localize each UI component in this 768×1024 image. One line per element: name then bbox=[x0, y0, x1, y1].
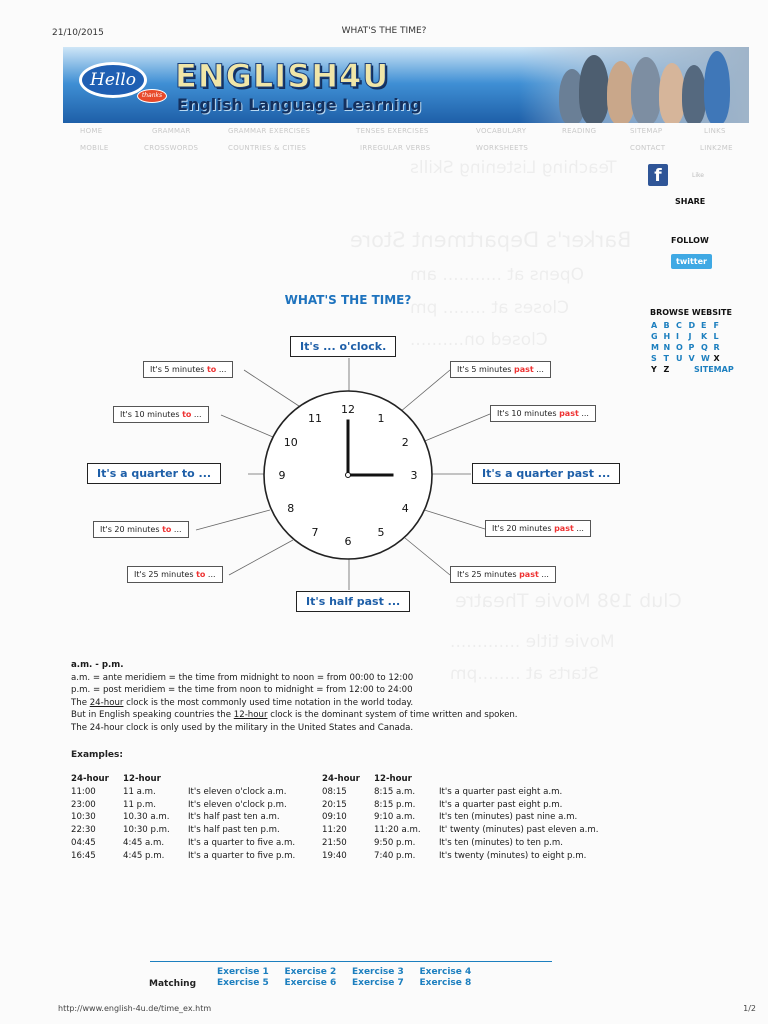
alphabet-link[interactable]: V bbox=[688, 354, 695, 363]
table-cell: It's ten (minutes) past nine a.m. bbox=[439, 812, 578, 823]
nav-item[interactable]: CONTACT bbox=[630, 144, 666, 152]
bubble-half-past: It's half past ... bbox=[296, 591, 410, 612]
leader-line bbox=[196, 510, 270, 530]
alphabet-link[interactable]: Z bbox=[663, 365, 670, 374]
clock-center bbox=[346, 473, 351, 478]
table-cell: 10:30 bbox=[71, 812, 96, 823]
ampm-explanation bbox=[71, 659, 518, 735]
alphabet-link[interactable]: B bbox=[663, 321, 670, 330]
bleed-through-text: Closes at ........ pm bbox=[410, 298, 570, 318]
table-cell: 8:15 p.m. bbox=[374, 799, 416, 810]
table-cell: It's a quarter past eight a.m. bbox=[439, 786, 563, 797]
exercise-links bbox=[217, 967, 487, 989]
nav-item[interactable]: VOCABULARY bbox=[476, 127, 527, 135]
alphabet-link[interactable]: O bbox=[676, 343, 683, 352]
table-cell: 11:20 bbox=[322, 825, 347, 836]
table-cell: 9:10 a.m. bbox=[374, 812, 416, 823]
leader-line bbox=[400, 370, 450, 412]
table-cell: 11 a.m. bbox=[123, 786, 156, 797]
bleed-through-text: Movie title ............. bbox=[450, 632, 615, 652]
matching-label: Matching bbox=[149, 979, 197, 989]
print-page-number: 1/2 bbox=[743, 1004, 756, 1013]
table-cell: 23:00 bbox=[71, 799, 96, 810]
bleed-through-text: Club 198 Movie Theatre bbox=[455, 590, 682, 612]
bleed-through-text: Teaching Listening Skills bbox=[410, 158, 617, 178]
alphabet-link[interactable]: F bbox=[713, 321, 719, 330]
nav-item[interactable]: READING bbox=[562, 127, 597, 135]
bubble-quarter-past: It's a quarter past ... bbox=[472, 463, 620, 484]
bubble-five-past: It's 5 minutes past ... bbox=[450, 361, 551, 378]
alphabet-link[interactable]: X bbox=[713, 354, 720, 363]
facebook-like[interactable]: Like bbox=[692, 172, 704, 179]
nav-item[interactable]: WORKSHEETS bbox=[476, 144, 529, 152]
table-cell: 10.30 a.m. bbox=[123, 812, 170, 823]
column-header: 24-hour bbox=[71, 774, 109, 784]
clock-number: 6 bbox=[344, 535, 352, 548]
share-label: SHARE bbox=[675, 197, 706, 206]
nav-item[interactable]: MOBILE bbox=[80, 144, 109, 152]
divider bbox=[150, 961, 552, 962]
exercise-link[interactable]: Exercise 8 bbox=[419, 978, 472, 988]
ampm-line: The 24-hour clock is only used by the military in the United States and Canada. bbox=[71, 722, 414, 733]
leader-line bbox=[405, 538, 450, 575]
table-cell: 16:45 bbox=[71, 850, 96, 861]
alphabet-link[interactable]: Q bbox=[701, 343, 708, 352]
nav-item[interactable]: HOME bbox=[80, 127, 103, 135]
ampm-line: a.m. = ante meridiem = the time from midnight to noon = from 00:00 to 12:00 bbox=[71, 672, 414, 683]
leader-line bbox=[418, 508, 485, 529]
alphabet-link[interactable]: E bbox=[701, 321, 707, 330]
bleed-through-text: Starts at ........pm bbox=[450, 664, 599, 684]
table-cell: 20:15 bbox=[322, 799, 347, 810]
table-cell: It' twenty (minutes) past eleven a.m. bbox=[439, 825, 599, 836]
table-cell: It's a quarter to five p.m. bbox=[188, 850, 296, 861]
alphabet-link[interactable]: U bbox=[676, 354, 683, 363]
table-cell: It's ten (minutes) to ten p.m. bbox=[439, 837, 564, 848]
column-header: 12-hour bbox=[374, 774, 412, 784]
alphabet-link[interactable]: C bbox=[676, 321, 682, 330]
alphabet-link[interactable]: K bbox=[701, 332, 708, 341]
bubble-quarter-to: It's a quarter to ... bbox=[87, 463, 221, 484]
leader-line bbox=[229, 540, 293, 575]
nav-item[interactable]: TENSES EXERCISES bbox=[356, 127, 429, 135]
table-cell: 10:30 p.m. bbox=[123, 825, 170, 836]
follow-label: FOLLOW bbox=[671, 236, 709, 245]
table-cell: 04:45 bbox=[71, 837, 96, 848]
clock-number: 4 bbox=[401, 502, 409, 515]
alphabet-link[interactable]: S bbox=[651, 354, 657, 363]
clock-number: 5 bbox=[377, 526, 385, 540]
bubble-ten-to: It's 10 minutes to ... bbox=[113, 406, 209, 423]
clock-number: 9 bbox=[278, 469, 286, 482]
table-cell: 21:50 bbox=[322, 837, 347, 848]
alphabet-link[interactable]: G bbox=[651, 332, 658, 341]
bubble-twentyfive-to: It's 25 minutes to ... bbox=[127, 566, 223, 583]
alphabet-link[interactable]: Y bbox=[651, 365, 657, 374]
nav-item[interactable]: GRAMMAR EXERCISES bbox=[228, 127, 311, 135]
bleed-through-text: Opens at ........... am bbox=[410, 265, 584, 285]
bubble-twentyfive-past: It's 25 minutes past ... bbox=[450, 566, 556, 583]
exercise-link[interactable]: Exercise 2 bbox=[284, 967, 337, 977]
nav-item[interactable]: COUNTRIES & CITIES bbox=[228, 144, 307, 152]
alphabet-link[interactable]: P bbox=[688, 343, 695, 352]
clock-number: 1 bbox=[377, 411, 385, 425]
ampm-heading: a.m. - p.m. bbox=[71, 660, 124, 670]
exercise-link[interactable]: Exercise 3 bbox=[352, 967, 404, 977]
exercise-link[interactable]: Exercise 4 bbox=[419, 967, 472, 977]
table-cell: It's half past ten p.m. bbox=[188, 825, 280, 836]
clock-number: 3 bbox=[410, 469, 418, 482]
alphabet-link[interactable]: J bbox=[688, 332, 692, 341]
alphabet-link[interactable]: D bbox=[688, 321, 696, 330]
column-header: 24-hour bbox=[322, 774, 360, 784]
main-navigation bbox=[80, 127, 750, 161]
ampm-line: But in English speaking countries the 12-hour clock is the dominant system of time written and spoken. bbox=[71, 710, 518, 721]
table-cell: 11:20 a.m. bbox=[374, 825, 421, 836]
brand-subtitle: English Language Learning bbox=[177, 95, 422, 114]
alphabet-link[interactable]: W bbox=[701, 354, 710, 363]
table-cell: 7:40 p.m. bbox=[374, 850, 416, 861]
table-cell: 4:45 p.m. bbox=[123, 850, 165, 861]
alphabet-link[interactable]: H bbox=[663, 332, 671, 341]
table-cell: 08:15 bbox=[322, 786, 347, 797]
nav-item[interactable]: SITEMAP bbox=[630, 127, 663, 135]
nav-item[interactable]: IRREGULAR VERBS bbox=[360, 144, 431, 152]
bubble-oclock: It's ... o'clock. bbox=[290, 336, 396, 357]
nav-item[interactable]: LINK2ME bbox=[700, 144, 733, 152]
banner-photo bbox=[519, 47, 749, 123]
bleed-through-text: Closed on.......... bbox=[410, 330, 548, 350]
clock-number: 12 bbox=[341, 403, 355, 416]
table-cell: 11:00 bbox=[71, 786, 96, 797]
exercise-link[interactable]: Exercise 7 bbox=[352, 978, 404, 988]
table-cell: 4:45 a.m. bbox=[123, 837, 165, 848]
table-cell: 19:40 bbox=[322, 850, 347, 861]
table-cell: It's a quarter to five a.m. bbox=[188, 837, 296, 848]
alphabet-link[interactable]: R bbox=[713, 343, 720, 352]
alphabet-link[interactable]: N bbox=[663, 343, 671, 352]
table-cell: It's a quarter past eight p.m. bbox=[439, 799, 563, 810]
clock-number: 2 bbox=[401, 436, 409, 449]
table-cell: It's eleven o'clock a.m. bbox=[188, 786, 287, 797]
table-cell: It's half past ten a.m. bbox=[188, 812, 280, 823]
brand-name: ENGLISH4U bbox=[175, 57, 390, 95]
print-title: WHAT'S THE TIME? bbox=[341, 26, 427, 36]
nav-item[interactable]: LINKS bbox=[704, 127, 726, 135]
alphabet-link[interactable]: A bbox=[651, 321, 658, 330]
column-header: 12-hour bbox=[123, 774, 161, 784]
leader-line bbox=[244, 370, 305, 410]
alphabet-link[interactable]: I bbox=[676, 332, 679, 341]
table-cell: It's twenty (minutes) to eight p.m. bbox=[439, 850, 587, 861]
print-date: 21/10/2015 bbox=[52, 28, 104, 38]
clock-number: 10 bbox=[283, 436, 298, 449]
bubble-twenty-past: It's 20 minutes past ... bbox=[485, 520, 591, 537]
table-cell: 11 p.m. bbox=[123, 799, 156, 810]
nav-item[interactable]: CROSSWORDS bbox=[144, 144, 199, 152]
exercise-link[interactable]: Exercise 6 bbox=[284, 978, 337, 988]
page-title: WHAT'S THE TIME? bbox=[284, 293, 412, 307]
alphabet-link[interactable]: T bbox=[663, 354, 669, 363]
exercise-link[interactable]: Exercise 5 bbox=[217, 978, 269, 988]
thanks-logo: thanks bbox=[137, 89, 167, 103]
alphabet-link[interactable]: L bbox=[713, 332, 719, 341]
sitemap-link[interactable]: SITEMAP bbox=[694, 365, 734, 374]
table-cell: 09:10 bbox=[322, 812, 347, 823]
exercise-row bbox=[217, 967, 487, 978]
table-cell: 8:15 a.m. bbox=[374, 786, 416, 797]
hello-logo: Hello bbox=[79, 62, 147, 98]
examples-heading: Examples: bbox=[71, 750, 123, 760]
table-cell: It's eleven o'clock p.m. bbox=[188, 799, 287, 810]
print-url: http://www.english-4u.de/time_ex.htm bbox=[58, 1004, 212, 1013]
bubble-five-to: It's 5 minutes to ... bbox=[143, 361, 233, 378]
facebook-icon[interactable]: f bbox=[648, 164, 668, 186]
nav-item[interactable]: GRAMMAR bbox=[152, 127, 191, 135]
clock-number: 7 bbox=[311, 526, 319, 540]
clock-number: 11 bbox=[308, 411, 322, 425]
table-cell: 22:30 bbox=[71, 825, 96, 836]
bubble-twenty-to: It's 20 minutes to ... bbox=[93, 521, 189, 538]
leader-line bbox=[221, 415, 280, 440]
alphabet-link[interactable]: M bbox=[651, 343, 659, 352]
clock-number: 8 bbox=[287, 502, 295, 515]
browse-website-label: BROWSE WEBSITE bbox=[650, 308, 732, 317]
exercise-link[interactable]: Exercise 1 bbox=[217, 967, 269, 977]
twitter-button[interactable]: twitter bbox=[671, 254, 712, 269]
bleed-through-text: Barker's Department Store bbox=[350, 228, 632, 252]
link-24-hour[interactable]: 24-hour bbox=[89, 697, 124, 708]
leader-line bbox=[420, 414, 490, 443]
link-12-hour[interactable]: 12-hour bbox=[233, 710, 268, 721]
ampm-line: The 24-hour clock is the most commonly used time notation in the world today. bbox=[71, 697, 414, 708]
exercise-row bbox=[217, 978, 487, 989]
site-banner[interactable] bbox=[63, 47, 749, 123]
bubble-ten-past: It's 10 minutes past ... bbox=[490, 405, 596, 422]
table-cell: 9:50 p.m. bbox=[374, 837, 416, 848]
ampm-line: p.m. = post meridiem = the time from noon to midnight = from 12:00 to 24:00 bbox=[71, 685, 413, 696]
